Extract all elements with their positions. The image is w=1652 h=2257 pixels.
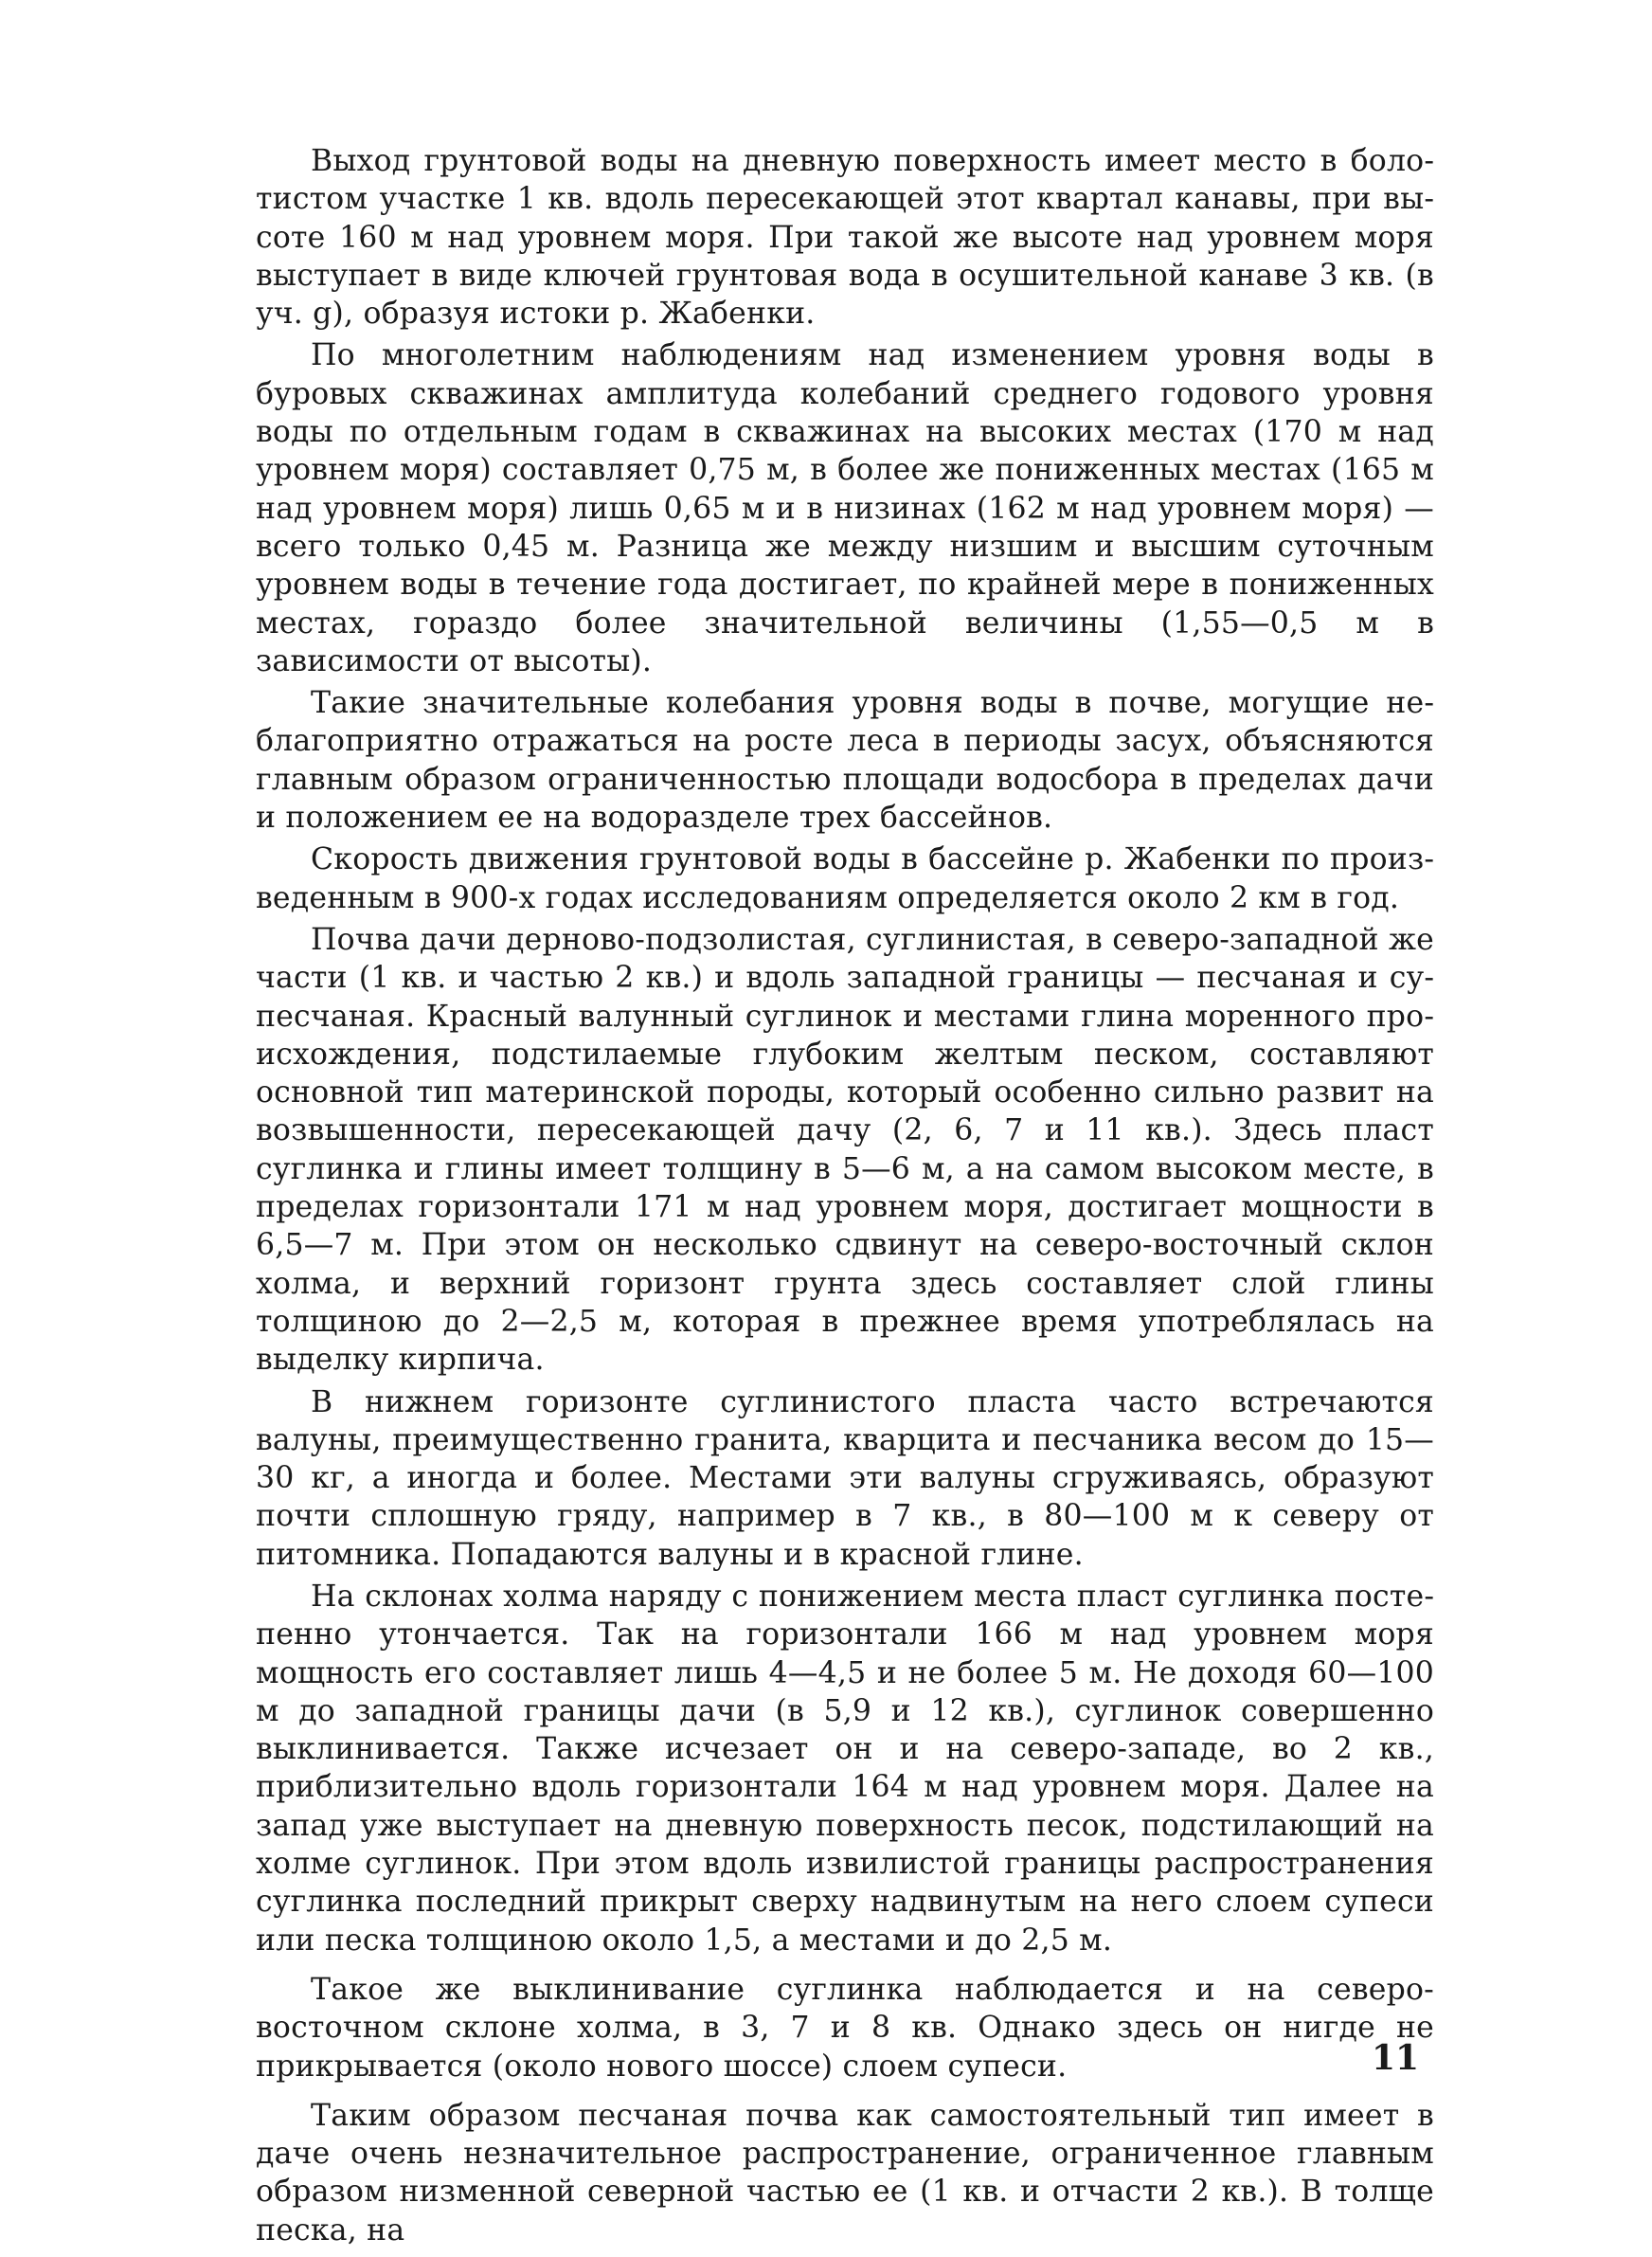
paragraph-boulders: В нижнем горизонте суглинистого пласта часто встречаются валуны, преимущественно гранита, кварцита и песчаника весом до 15—30 кг, а иногда и более. Местами эти валуны сгруживаясь, образуют почти сплошную гряду, например в 7 кв., в 80—100 м к северу от питомника. Попадаются валуны и в красной глине. [256,1384,1434,1572]
paragraph-soil-description: Почва дачи дерново-подзолистая, суглинистая, в северо-западной же части (1 кв. и частью 2 кв.) и вдоль западной границы — песчаная и супесчаная. Красный валунный суглинок и местами глина моренного происхождения, подстилаемые глубоким желтым песком, составляют основной тип материнской породы, который особенно сильно развит на возвышенности, пересекающей дачу (2, 6, 7 и 11 кв.). Здесь пласт суглинка и глины имеет толщину в 5—6 м, а на самом высоком месте, в пределах горизонтали 171 м над уровнем моря, достигает мощности в 6,5—7 м. При этом он несколько сдвинут на северо-восточный склон холма, и верхний горизонт грунта здесь составляет слой глины толщиною до 2—2,5 м, которая в прежнее время употреблялась на выделку кирпича. [256,922,1434,1378]
page-number: 11 [1372,2038,1420,2078]
paragraph-groundwater-speed: Скорость движения грунтовой воды в бассейне р. Жабенки по произведенным в 900-х годах исследованиям определяется около 2 км в год. [256,842,1434,915]
paragraph-level-fluctuations: Такие значительные колебания уровня воды в почве, могущие неблагоприятно отражаться на росте леса в периоды засух, объясняются главным образом ограниченностью площади водосбора в пределах дачи и положением ее на водоразделе трех бассейнов. [256,686,1434,836]
paragraph-sandy-soil: Таким образом песчаная почва как самостоятельный тип имеет в даче очень незначительное распространение, ограниченное главным образом низменной северной частью ее (1 кв. и отчасти 2 кв.). В толще песка, на [256,2098,1434,2248]
page-body [256,142,1434,2249]
paragraph-water-level-observations: По многолетним наблюдениям над изменением уровня воды в буровых скважинах амплитуда колебаний среднего годового уровня воды по отдельным годам в скважинах на высоких местах (170 м над уровнем моря) составляет 0,75 м, в более же пониженных местах (165 м над уровнем моря) лишь 0,65 м и в низинах (162 м над уровнем моря) — всего только 0,45 м. Разница же между низшим и высшим суточным уровнем воды в течение года достигает, по крайней мере в пониженных местах, гораздо более значительной величины (1,55—0,5 м в зависимости от высоты). [256,338,1434,678]
paragraph-groundwater-outlet: Выход грунтовой воды на дневную поверхность имеет место в болотистом участке 1 кв. вдоль пересекающей этот квартал канавы, при высоте 160 м над уровнем моря. При такой же высоте над уровнем моря выступает в виде ключей грунтовая вода в осушительной канаве 3 кв. (в уч. g), образуя истоки р. Жабенки. [256,144,1434,332]
paragraph-loam-thinning: На склонах холма наряду с понижением места пласт суглинка постепенно утончается. Так на горизонтали 166 м над уровнем моря мощность его составляет лишь 4—4,5 и не более 5 м. Не доходя 60—100 м до западной границы дачи (в 5,9 и 12 кв.), суглинок совершенно выклинивается. Также исчезает он и на северо-западе, во 2 кв., приблизительно вдоль горизонтали 164 м над уровнем моря. Далее на запад уже выступает на дневную поверхность песок, подстилающий на холме суглинок. При этом вдоль извилистой границы распространения суглинка последний прикрыт сверху надвинутым на него слоем супеси или песка толщиною около 1,5, а местами и до 2,5 м. [256,1579,1434,1958]
paragraph-northeast-slope: Такое же выклинивание суглинка наблюдается и на северо-восточном склоне холма, в 3, 7 и 8 кв. Однако здесь он нигде не прикрывается (около нового шоссе) слоем супеси. [256,1972,1434,2084]
